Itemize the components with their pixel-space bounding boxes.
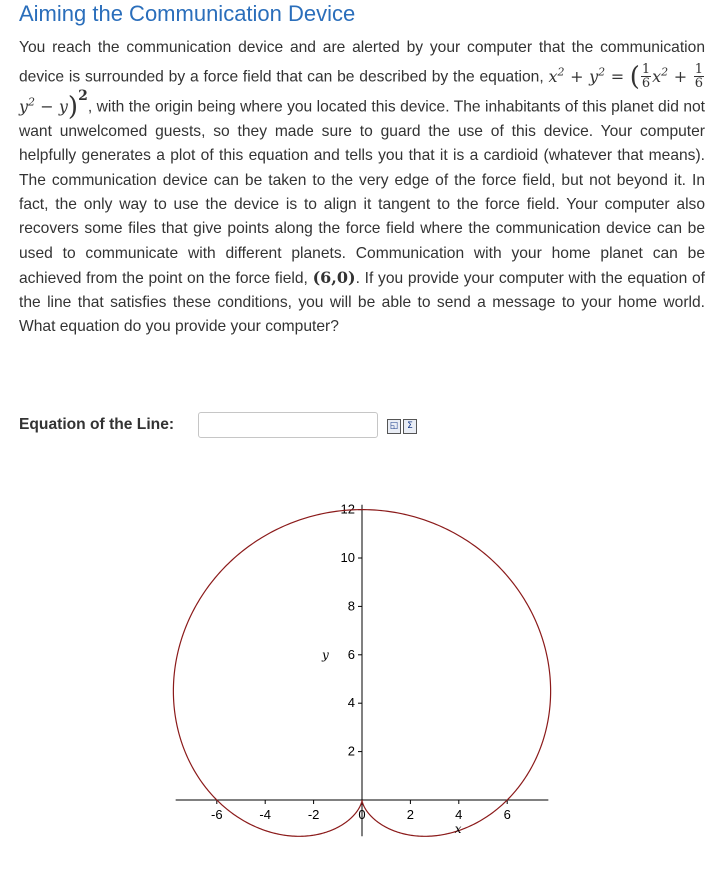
y-tick-label: 4 — [347, 695, 355, 711]
tangent-point: (6,0) — [312, 267, 356, 287]
problem-intro: You reach the communication device and are alerted by your computer that the communication device is surrounded by a force field that can be described by the equation, — [19, 39, 705, 86]
x-tick-label: 0 — [358, 807, 366, 822]
y-tick-label: 12 — [340, 501, 355, 517]
y-tick-label: 8 — [347, 598, 355, 614]
equation-input[interactable] — [198, 412, 378, 438]
problem-body: , with the origin being where you located this device. The inhabitants of this planet did not want unwelcomed guests, so they made sure to guard the use of this device. Your computer helpfully generates a plot of this equation and tells you that it is a cardioid (whatever that means). The communication device can be taken to the very edge of the force field, but not beyond it. In fact, the only way to use the device is to align it tangent to the force field. Your computer also recovers some files that give points along the force field where the communication device can be used to communicate with different planets. Communication with your home planet can be achieved from the point on the force field, — [19, 98, 705, 287]
page-title: Aiming the Communication Device — [19, 1, 356, 26]
x-tick-label: 4 — [455, 807, 463, 822]
plot-axes — [176, 505, 549, 837]
y-axis-label: y — [322, 647, 329, 662]
x-tick-label: 2 — [406, 807, 415, 822]
y-tick-label: 10 — [340, 550, 355, 565]
x-tick-label: 6 — [503, 807, 511, 822]
y-tick-label: 6 — [347, 646, 355, 662]
x-tick-label: -4 — [259, 807, 271, 822]
problem-question: . If you provide your computer with the equation of the line that satisfies these conditions, you will be able to send a message to your home world. What equation do you provide your computer? — [19, 269, 705, 336]
preview-icon[interactable]: ◱ — [387, 419, 401, 434]
plot-tick-labels — [211, 502, 511, 822]
y-tick-label: 2 — [347, 743, 355, 759]
force-field-equation: $x^2 + y^2$ = ( $\frac{1}{6}$ $x^2$ + $\frac{1}{6}$ $y^2 - y)2$ — [19, 61, 704, 122]
x-tick-label: -2 — [307, 807, 320, 822]
cardioid-plot — [160, 455, 580, 875]
problem-text — [19, 36, 705, 340]
equation-editor-icon[interactable]: Σ — [403, 419, 417, 434]
x-axis-label: x — [454, 822, 462, 836]
x-tick-label: -6 — [211, 807, 223, 822]
equation-label: Equation of the Line: — [19, 416, 175, 433]
